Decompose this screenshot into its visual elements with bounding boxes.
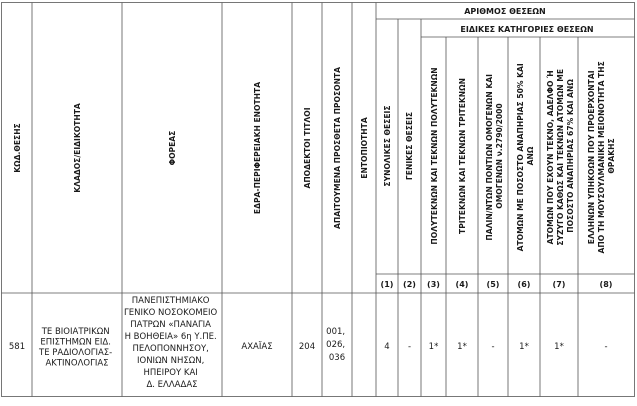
code-header: ΚΩΔ.ΘΕΣΗΣ <box>13 123 22 173</box>
branch-cell <box>38 327 115 369</box>
general-positions-header: ΓΕΝΙΚΕΣ ΘΕΣΕΙΣ <box>405 111 414 181</box>
general-positions-cell: - <box>407 342 412 352</box>
column-number: (8) <box>599 280 613 289</box>
qualifications-header: ΑΠΑΙΤΟΥΜΕΝΑ ΠΡΟΣΘΕΤΑ ΠΡΟΣΟΝΤΑ <box>333 66 342 230</box>
cat8-header-line-2: ΑΠΟ ΤΗ ΜΟΥΣΟΥΛΜΑΝΙΚΗ ΜΕΙΟΝΟΤΗΤΑ ΤΗΣ <box>597 61 606 254</box>
cat3-cell: 1* <box>428 342 439 352</box>
total-positions-header: ΣΥΝΟΛΙΚΕΣ ΘΕΣΕΙΣ <box>383 105 392 187</box>
agency-line: ΗΠΕΙΡΟΥ ΚΑΙ <box>143 368 198 378</box>
cat5-header <box>485 71 504 240</box>
agency-line: ΠΑΤΡΩΝ «ΠΑΝΑΓΙΑ <box>130 320 212 330</box>
titles-cell: 204 <box>298 342 316 352</box>
qualifications-cell <box>326 327 348 363</box>
cat8-cell: - <box>604 342 608 352</box>
position-code: 581 <box>8 342 26 352</box>
region-cell: ΑΧΑΪΑΣ <box>241 342 273 352</box>
agency-line: ΙΟΝΙΩΝ ΝΗΣΩΝ, <box>137 356 205 366</box>
region-header: ΕΔΡΑ-ΠΕΡΙΦΕΡΕΙΑΚΗ ΕΝΟΤΗΤΑ <box>253 81 262 215</box>
column-number: (7) <box>552 280 566 289</box>
agency-line: Δ. ΕΛΛΑΔΑΣ <box>146 380 198 390</box>
cat7-header-line-2: ΣΥΖΥΓΟ ΚΑΘΩΣ ΚΑΙ ΤΕΚΝΩΝ ΑΤΟΜΩΝ ΜΕ <box>556 68 565 246</box>
qualification-line: 036 <box>328 353 346 363</box>
cat7-cell: 1* <box>554 342 564 352</box>
special-categories-header: ΕΙΔΙΚΕΣ ΚΑΤΗΓΟΡΙΕΣ ΘΕΣΕΩΝ <box>460 25 594 34</box>
agency-line: Η ΒΟΗΘΕΙΑ» 6η Υ.ΠΕ. <box>124 332 217 342</box>
cat8-header-line-1: ΕΛΛΗΝΩΝ ΥΠΗΚΟΩΝ ΠΟΥ ΠΡΟΕΡΧΟΝΤΑΙ <box>587 70 596 245</box>
cat6-cell: 1* <box>519 342 529 352</box>
branch-line: ΤΕ ΡΑΔΙΟΛΟΓΙΑΣ- <box>39 348 113 358</box>
branch-line: ΑΚΤΙΝΟΛΟΓΙΑΣ <box>45 358 109 369</box>
cat4-header: ΤΡΙΤΕΚΝΩΝ ΚΑΙ ΤΕΚΝΩΝ ΤΡΙΤΕΚΝΩΝ <box>458 78 467 234</box>
agency-line: ΠΕΛΟΠΟΝΝΗΣΟΥ, <box>132 344 209 354</box>
cat7-header-line-3: ΠΟΣΟΣΤΟ ΑΝΑΠΗΡΙΑΣ 67% ΚΑΙ ΑΝΩ <box>566 79 575 233</box>
cat8-header <box>587 59 616 254</box>
cat7-header <box>546 66 575 245</box>
column-number: (6) <box>517 280 531 289</box>
column-number: (4) <box>455 280 469 289</box>
cat5-header-line-2: ΟΜΟΓΕΝΩΝ ν.2790/2000 <box>495 103 504 209</box>
cat6-header <box>516 61 535 252</box>
column-number: (1) <box>380 280 394 289</box>
column-number: (3) <box>427 280 440 289</box>
cat5-cell: - <box>491 342 495 352</box>
cat4-cell: 1* <box>457 342 467 352</box>
qualification-line: 026, <box>326 340 346 350</box>
branch-line: ΤΕ ΒΙΟΙΑΤΡΙΚΩΝ <box>41 327 110 337</box>
total-positions-cell: 4 <box>384 342 390 352</box>
agency-cell <box>124 296 220 390</box>
column-number: (5) <box>486 280 500 289</box>
branch-header: ΚΛΑΔΟΣ/ΕΙΔΙΚΟΤΗΤΑ <box>73 103 82 193</box>
cat7-header-line-1: ΑΤΟΜΩΝ ΠΟΥ ΕΧΟΥΝ ΤΕΚΝΟ, ΑΔΕΛΦΟ Ή <box>546 70 555 245</box>
agency-line: ΓΕΝΙΚΟ ΝΟΣΟΚΟΜΕΙΟ <box>124 308 218 318</box>
branch-line: ΕΠΙΣΤΗΜΩΝ ΕΙΔ. <box>40 337 111 348</box>
table-row <box>9 296 608 390</box>
cat5-header-line-1: ΠΑΛΙΝ/ΝΤΩΝ ΠΟΝΤΙΩΝ ΟΜΟΓΕΝΩΝ ΚΑΙ <box>485 74 494 241</box>
cat6-header-line-1: ΑΤΟΜΩΝ ΜΕ ΠΟΣΟΣΤΟ ΑΝΑΠΗΡΙΑΣ 50% ΚΑΙ <box>516 63 525 252</box>
titles-header: ΑΠΟΔΕΚΤΟΙ ΤΙΤΛΟΙ <box>303 107 312 189</box>
positions-group-header: ΑΡΙΘΜΟΣ ΘΕΣΕΩΝ <box>464 7 546 16</box>
cat6-header-line-2: ΑΝΩ <box>526 146 535 166</box>
column-number: (2) <box>403 280 416 289</box>
qualification-line: 001, <box>326 327 346 337</box>
agency-header: ΦΟΡΕΑΣ <box>168 130 177 166</box>
cat3-header: ΠΟΛΥΤΕΚΝΩΝ ΚΑΙ ΤΕΚΝΩΝ ΠΟΛΥΤΕΚΝΩΝ <box>430 67 439 245</box>
agency-line: ΠΑΝΕΠΙΣΤΗΜΙΑΚΟ <box>131 296 210 306</box>
cat8-header-line-3: ΘΡΑΚΗΣ <box>607 138 616 174</box>
priority-header: ΕΝΤΟΠΙΟΤΗΤΑ <box>360 117 369 179</box>
